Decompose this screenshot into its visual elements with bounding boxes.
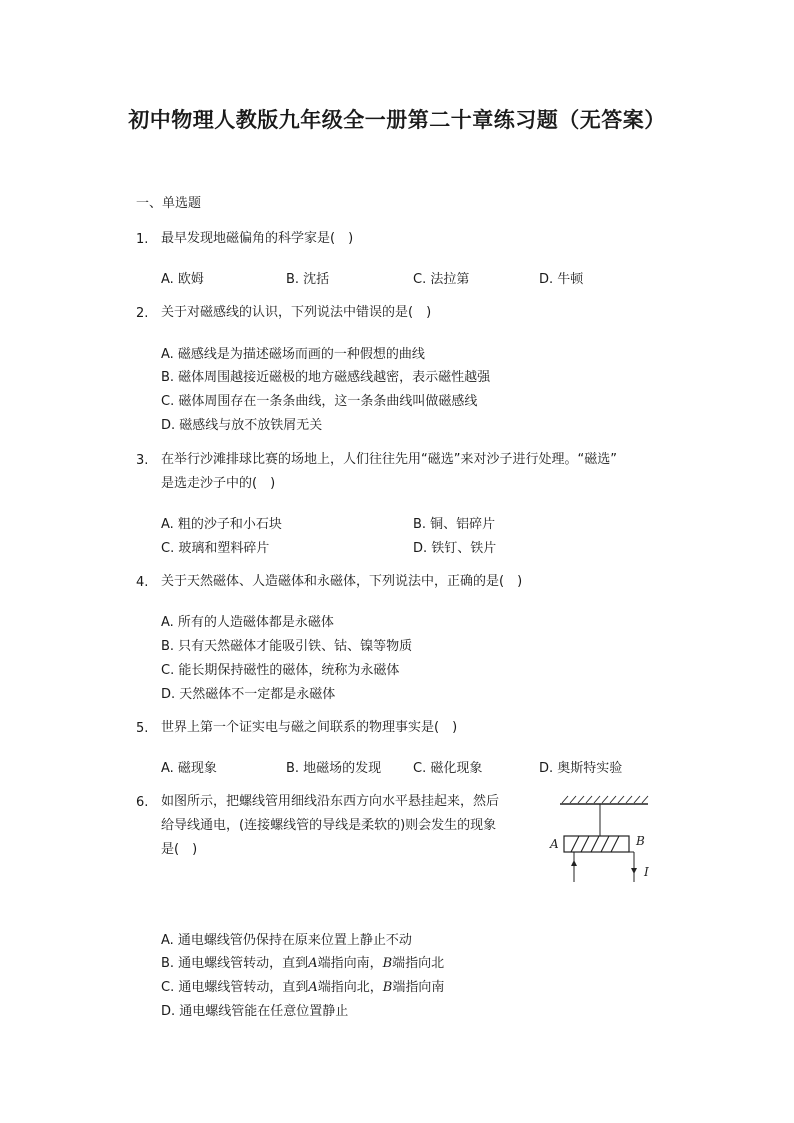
question-stem-line-1: 在举行沙滩排球比赛的场地上，人们往往先用“磁选”来对沙子进行处理。“磁选” xyxy=(161,452,617,467)
solenoid-body xyxy=(564,836,629,852)
option-c: C. 磁化现象 xyxy=(413,761,483,776)
solenoid-figure xyxy=(544,790,664,894)
current-arrow-down xyxy=(631,868,637,874)
option-b: B. 磁体周围越接近磁极的地方磁感线越密，表示磁性越强 xyxy=(161,370,491,385)
option-c: C. 磁体周围存在一条条曲线，这一条条曲线叫做磁感线 xyxy=(161,394,478,409)
option-c: C. 玻璃和塑料碎片 xyxy=(161,541,270,556)
option-d: D. 铁钉、铁片 xyxy=(413,541,497,556)
option-d: D. 磁感线与放不放铁屑无关 xyxy=(161,418,323,433)
option-a: A. 磁现象 xyxy=(161,761,217,776)
option-a: A. 磁感线是为描述磁场而画的一种假想的曲线 xyxy=(161,347,425,362)
question-stem-line-2: 是选走沙子中的( ) xyxy=(161,476,276,491)
question-stem: 关于天然磁体、人造磁体和永磁体，下列说法中，正确的是( ) xyxy=(161,574,523,589)
solenoid-diagram xyxy=(544,790,664,890)
question-number: 4. xyxy=(136,575,149,590)
question-stem-line-2: 给导线通电，(连接螺线管的导线是柔软的)则会发生的现象 xyxy=(161,818,497,833)
option-a: A. 所有的人造磁体都是永磁体 xyxy=(161,615,334,630)
option-c: C. 能长期保持磁性的磁体，统称为永磁体 xyxy=(161,663,400,678)
question-number: 2. xyxy=(136,306,149,321)
ceiling-hatch xyxy=(562,796,648,803)
option-a: A. 欧姆 xyxy=(161,272,204,287)
question-stem-line-3: 是( ) xyxy=(161,842,198,857)
question-number: 5. xyxy=(136,721,149,736)
question-stem: 最早发现地磁偏角的科学家是( ) xyxy=(161,231,354,246)
question-stem-line-1: 如图所示，把螺线管用细线沿东西方向水平悬挂起来，然后 xyxy=(161,794,500,809)
option-d: D. 奥斯特实验 xyxy=(539,761,623,776)
question-number: 1. xyxy=(136,232,149,247)
question-stem: 关于对磁感线的认识，下列说法中错误的是( ) xyxy=(161,305,432,320)
option-b: B. 沈括 xyxy=(286,272,330,287)
option-b: B. 只有天然磁体才能吸引铁、钴、镍等物质 xyxy=(161,639,413,654)
coil-turns xyxy=(571,836,619,852)
label-current: I xyxy=(644,865,649,879)
page-title: 初中物理人教版九年级全一册第二十章练习题（无答案） xyxy=(128,108,666,132)
option-a: A. 粗的沙子和小石块 xyxy=(161,517,282,532)
question-number: 6. xyxy=(136,795,149,810)
option-c: C. 通电螺线管转动，直到A端指向北，B端指向南 xyxy=(161,980,445,995)
current-arrow-up xyxy=(571,860,577,866)
option-d: D. 天然磁体不一定都是永磁体 xyxy=(161,687,336,702)
question-stem: 世界上第一个证实电与磁之间联系的物理事实是( ) xyxy=(161,720,458,735)
label-a: A xyxy=(550,837,559,851)
option-c: C. 法拉第 xyxy=(413,272,470,287)
option-a: A. 通电螺线管仍保持在原来位置上静止不动 xyxy=(161,933,412,948)
option-b: B. 铜、铝碎片 xyxy=(413,517,496,532)
question-number: 3. xyxy=(136,453,149,468)
option-d: D. 牛顿 xyxy=(539,272,584,287)
label-b: B xyxy=(636,834,645,848)
option-d: D. 通电螺线管能在任意位置静止 xyxy=(161,1004,349,1019)
option-b: B. 地磁场的发现 xyxy=(286,761,382,776)
section-heading: 一、单选题 xyxy=(136,196,202,211)
option-b: B. 通电螺线管转动，直到A端指向南，B端指向北 xyxy=(161,956,445,971)
